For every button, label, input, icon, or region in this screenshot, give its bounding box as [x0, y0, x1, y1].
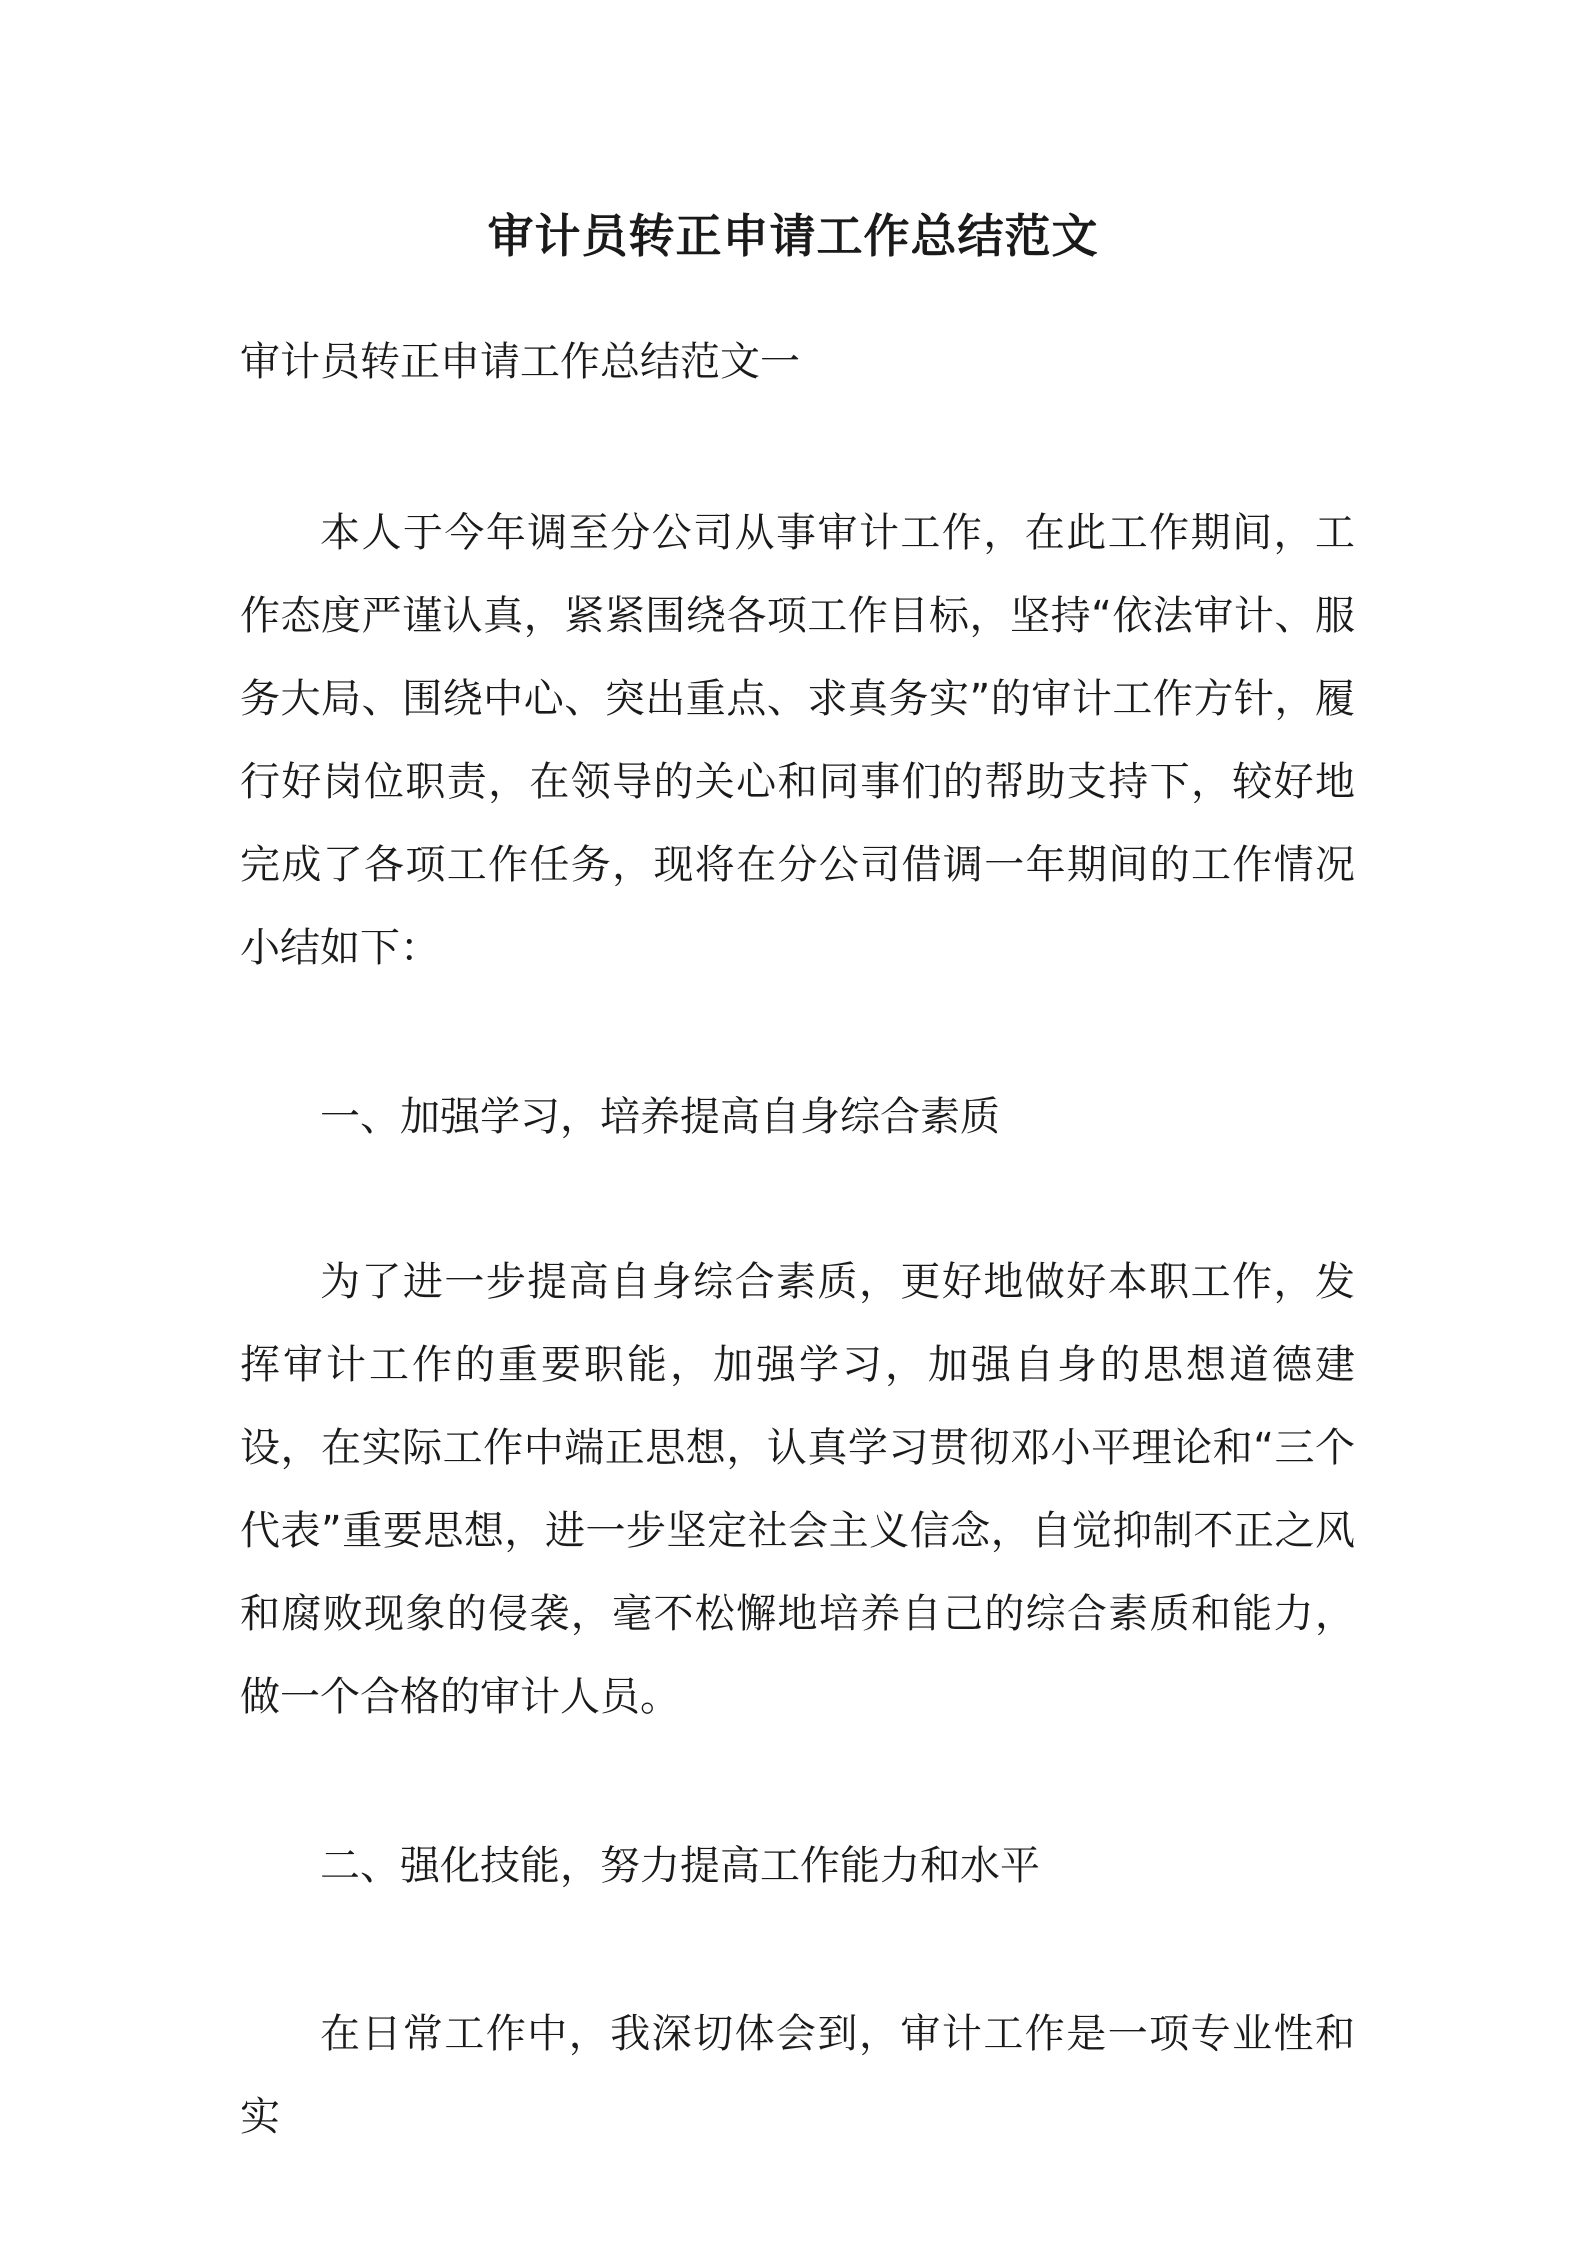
document-subtitle: 审计员转正申请工作总结范文一: [240, 339, 800, 385]
document-title: 审计员转正申请工作总结范文: [487, 209, 1099, 263]
paragraph-section-2: 在日常工作中，我深切体会到，审计工作是一项专业性和实: [240, 2011, 1355, 2140]
paragraph-intro: 本人于今年调至分公司从事审计工作，在此工作期间，工作态度严谨认真，紧紧围绕各项工作目标，坚持“依法审计、服务大局、围绕中心、突出重点、求真务实”的审计工作方针，履行好岗位职责，在领导的关心和同事们的帮助支持下，较好地完成了各项工作任务，现将在分公司借调一年期间的工作情况小结如下：: [240, 510, 1355, 971]
section-heading-2: 二、强化技能，努力提高工作能力和水平: [320, 1843, 1040, 1889]
paragraph-section-1: 为了进一步提高自身综合素质，更好地做好本职工作，发挥审计工作的重要职能，加强学习，加强自身的思想道德建设，在实际工作中端正思想，认真学习贯彻邓小平理论和“三个代表”重要思想，进一步坚定社会主义信念，自觉抑制不正之风和腐败现象的侵袭，毫不松懈地培养自己的综合素质和能力，做一个合格的审计人员。: [240, 1259, 1355, 1720]
section-heading-1: 一、加强学习，培养提高自身综合素质: [320, 1094, 1000, 1140]
